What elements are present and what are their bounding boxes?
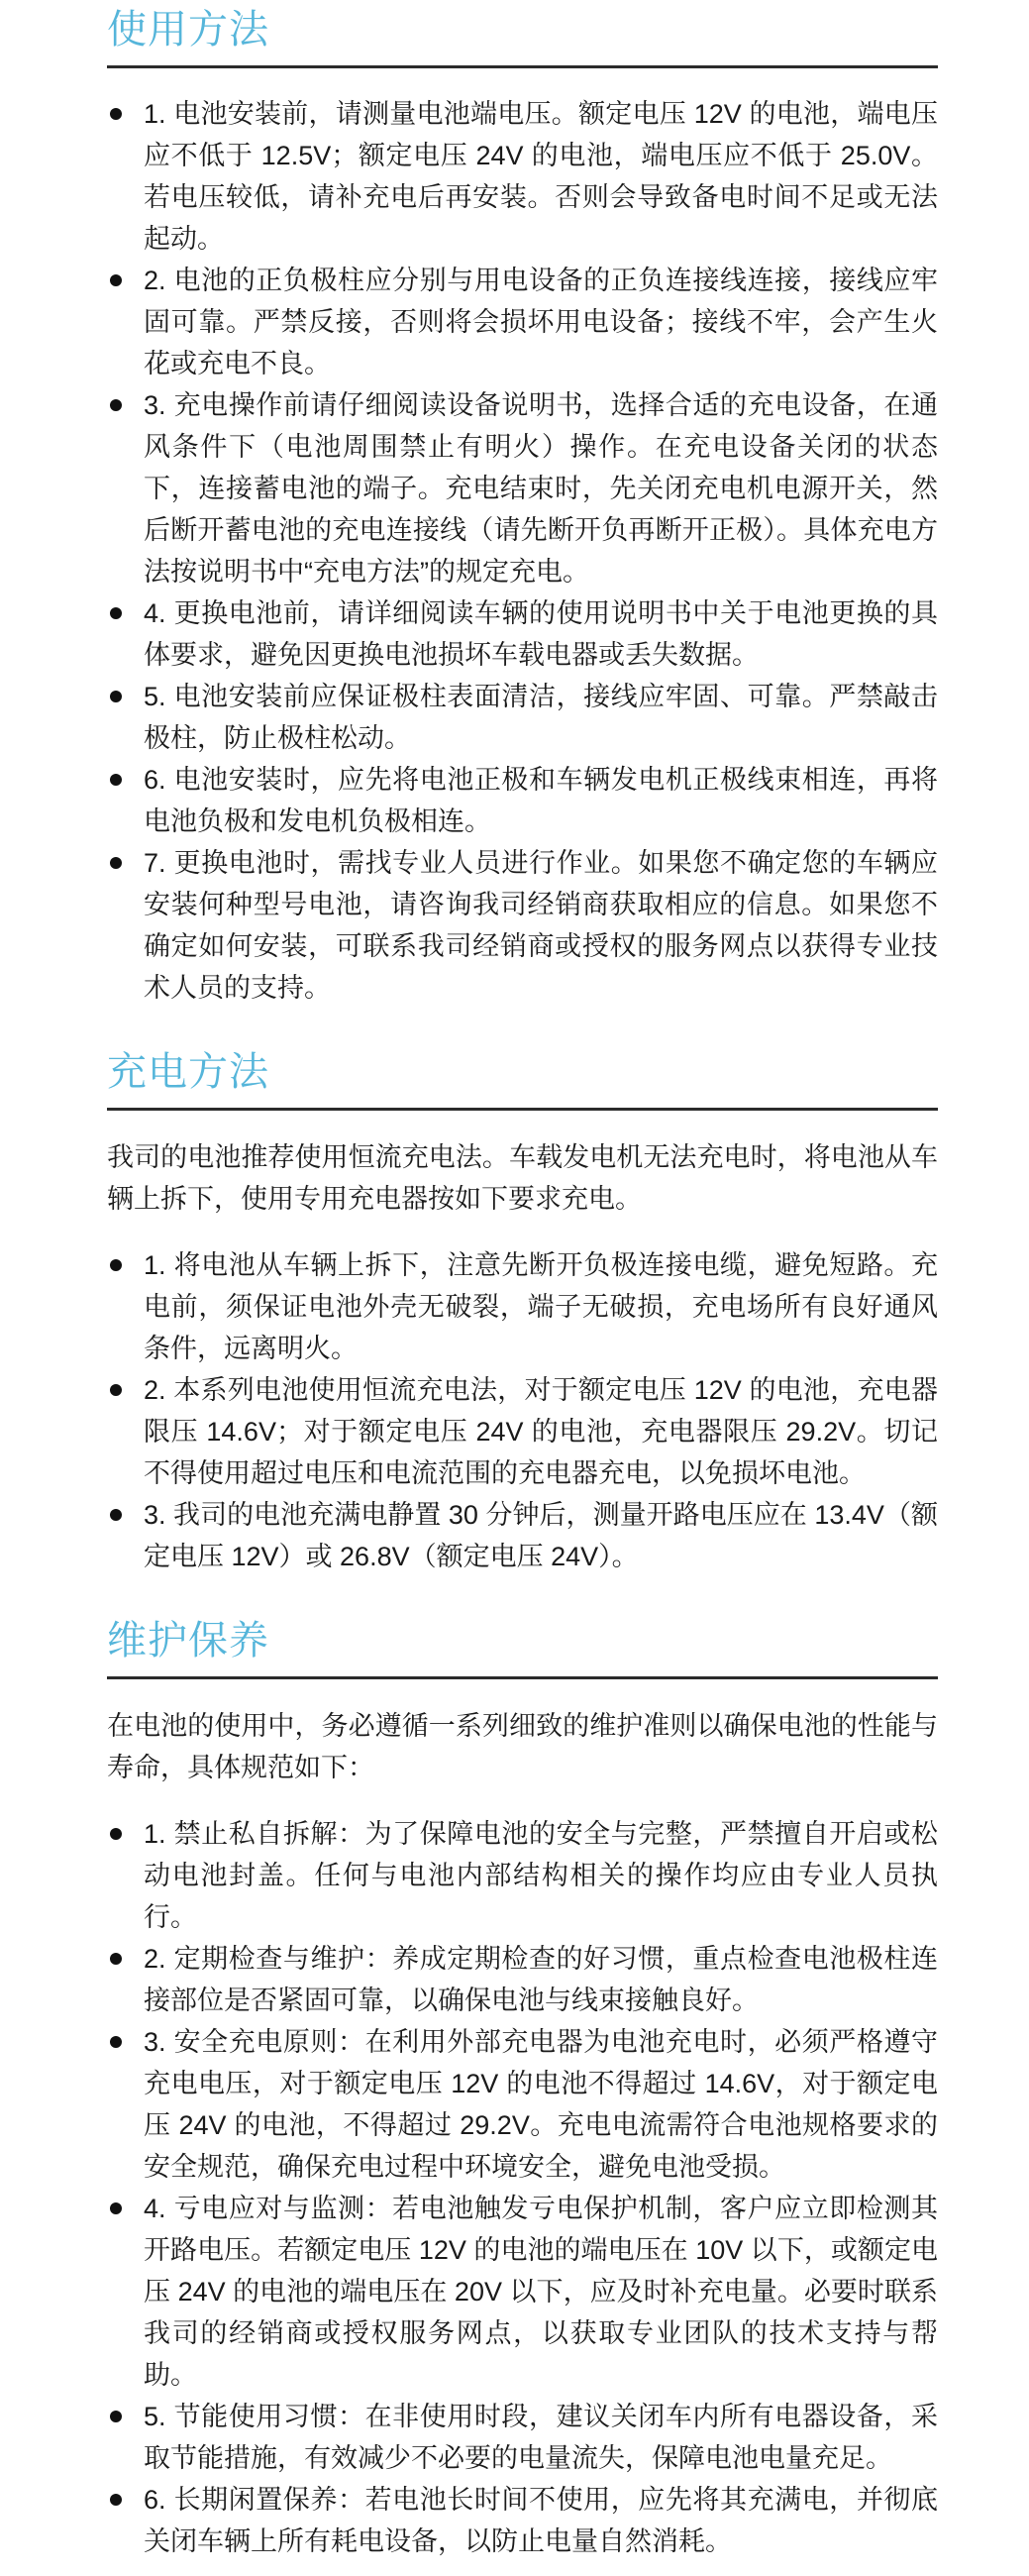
list-item — [107, 384, 938, 592]
list-item — [107, 592, 938, 676]
section-intro: 在电池的使用中，务必遵循一系列细致的维护准则以确保电池的性能与寿命，具体规范如下： — [107, 1711, 938, 1782]
list-item — [107, 93, 938, 260]
list-item-text: 4. 更换电池前，请详细阅读车辆的使用说明书中关于电池更换的具体要求，避免因更换电池损坏车载电器或丢失数据。 — [144, 598, 938, 670]
list-item-text: 1. 禁止私自拆解：为了保障电池的安全与完整，严禁擅自开启或松 动电池封盖。任何与电池内部结构相关的操作均应由专业人员执行。 — [144, 1819, 938, 1932]
list-item-text: 2. 本系列电池使用恒流充电法，对于额定电压 12V 的电池，充电器限压 14.6V；对于额定电压 24V 的电池，充电器限压 29.2V。切记不得使用超过电压和电流范围的充电器充电，以免损坏电池。 — [144, 1375, 938, 1488]
bullet-icon — [110, 2202, 122, 2214]
list-item-text: 6. 长期闲置保养：若电池长时间不使用，应先将其充满电，并彻底关闭车辆上所有耗电设备，以防止电量自然消耗。 — [144, 2485, 938, 2556]
list-item-text: 3. 我司的电池充满电静置 30 分钟后，测量开路电压应在 13.4V（额定电压 12V）或 26.8V（额定电压 24V）。 — [144, 1500, 938, 1571]
section-title-maintenance: 维护保养 — [107, 1619, 269, 1663]
bullet-list-usage — [107, 93, 938, 1009]
bullet-icon — [110, 607, 122, 619]
list-item — [107, 2188, 938, 2396]
bullet-icon — [110, 857, 122, 869]
bullet-icon — [110, 691, 122, 702]
bullet-list-charging — [107, 1244, 938, 1577]
list-item — [107, 1813, 938, 1938]
section-title-usage: 使用方法 — [107, 8, 269, 52]
list-item-text: 3. 安全充电原则：在利用外部充电器为电池充电时，必须严格遵守充电电压，对于额定电压 12V 的电池不得超过 14.6V，对于额定电压 24V 的电池，不得超过 29.2V。充电电流需符合电池规格要求的安全规范，确保充电过程中环境安全，避免电池受损。 — [144, 2027, 938, 2182]
list-item-text: 5. 电池安装前应保证极柱表面清洁，接线应牢固、可靠。严禁敲击 极柱，防止极柱松动。 — [144, 682, 938, 753]
bullet-icon — [110, 1509, 122, 1521]
section-intro: 我司的电池推荐使用恒流充电法。车载发电机无法充电时，将电池从车辆上拆下，使用专用充电器按如下要求充电。 — [107, 1142, 938, 1214]
bullet-icon — [110, 1828, 122, 1840]
list-item — [107, 1494, 938, 1577]
section-divider — [107, 65, 938, 68]
list-item — [107, 676, 938, 759]
section-title-charging: 充电方法 — [107, 1050, 269, 1094]
list-item — [107, 1369, 938, 1494]
bullet-icon — [110, 399, 122, 411]
bullet-icon — [110, 1953, 122, 1965]
list-item — [107, 759, 938, 842]
section-usage — [107, 6, 938, 1009]
bullet-icon — [110, 1384, 122, 1396]
section-divider — [107, 1108, 938, 1111]
bullet-icon — [110, 2494, 122, 2506]
bullet-icon — [110, 274, 122, 286]
section-divider — [107, 1676, 938, 1679]
list-item — [107, 2479, 938, 2562]
list-item-text: 1. 将电池从车辆上拆下，注意先断开负极连接电缆，避免短路。充电前，须保证电池外壳无破裂，端子无破损，充电场所有良好通风条件，远离明火。 — [144, 1250, 938, 1363]
bullet-icon — [110, 1259, 122, 1271]
list-item — [107, 2396, 938, 2479]
section-maintenance — [107, 1617, 938, 2562]
list-item-text: 1. 电池安装前，请测量电池端电压。额定电压 12V 的电池，端电压应不低于 12.5V；额定电压 24V 的电池，端电压应不低于 25.0V。若电压较低，请补充电后再安装。否则会导致备电时间不足或无法起动。 — [144, 99, 938, 254]
list-item-text: 4. 亏电应对与监测：若电池触发亏电保护机制，客户应立即检测其开路电压。若额定电压 12V 的电池的端电压在 10V 以下，或额定电压 24V 的电池的端电压在 20V 以下，应及时补充电量。必要时联系我司的经销商或授权服务网点，以获取专业团队的技术支持与帮助。 — [144, 2194, 938, 2390]
bullet-icon — [110, 2411, 122, 2422]
list-item-text: 6. 电池安装时，应先将电池正极和车辆发电机正极线束相连，再将电池负极和发电机负极相连。 — [144, 765, 938, 836]
list-item-text: 2. 电池的正负极柱应分别与用电设备的正负连接线连接，接线应牢固可靠。严禁反接，否则将会损坏用电设备；接线不牢，会产生火花或充电不良。 — [144, 266, 938, 378]
list-item-text: 5. 节能使用习惯：在非使用时段，建议关闭车内所有电器设备，采 取节能措施，有效减少不必要的电量流失，保障电池电量充足。 — [144, 2402, 938, 2473]
list-item-text: 2. 定期检查与维护：养成定期检查的好习惯，重点检查电池极柱连 接部位是否紧固可靠，以确保电池与线束接触良好。 — [144, 1944, 938, 2015]
list-item — [107, 1244, 938, 1369]
list-item — [107, 842, 938, 1009]
list-item — [107, 260, 938, 384]
bullet-list-maintenance — [107, 1813, 938, 2562]
section-charging — [107, 1048, 938, 1577]
list-item-text: 7. 更换电池时，需找专业人员进行作业。如果您不确定您的车辆应安装何种型号电池，请咨询我司经销商获取相应的信息。如果您不确定如何安装，可联系我司经销商或授权的服务网点以获得专业技术人员的支持。 — [144, 848, 938, 1003]
bullet-icon — [110, 774, 122, 786]
bullet-icon — [110, 2036, 122, 2048]
list-item-text: 3. 充电操作前请仔细阅读设备说明书，选择合适的充电设备，在通风条件下（电池周围禁止有明火）操作。在充电设备关闭的状态下，连接蓄电池的端子。充电结束时，先关闭充电机电源开关，然后断开蓄电池的充电连接线（请先断开负再断开正极）。具体充电方法按说明书中“充电方法”的规定充电。 — [144, 390, 938, 587]
list-item — [107, 1938, 938, 2021]
bullet-icon — [110, 108, 122, 120]
list-item — [107, 2021, 938, 2188]
